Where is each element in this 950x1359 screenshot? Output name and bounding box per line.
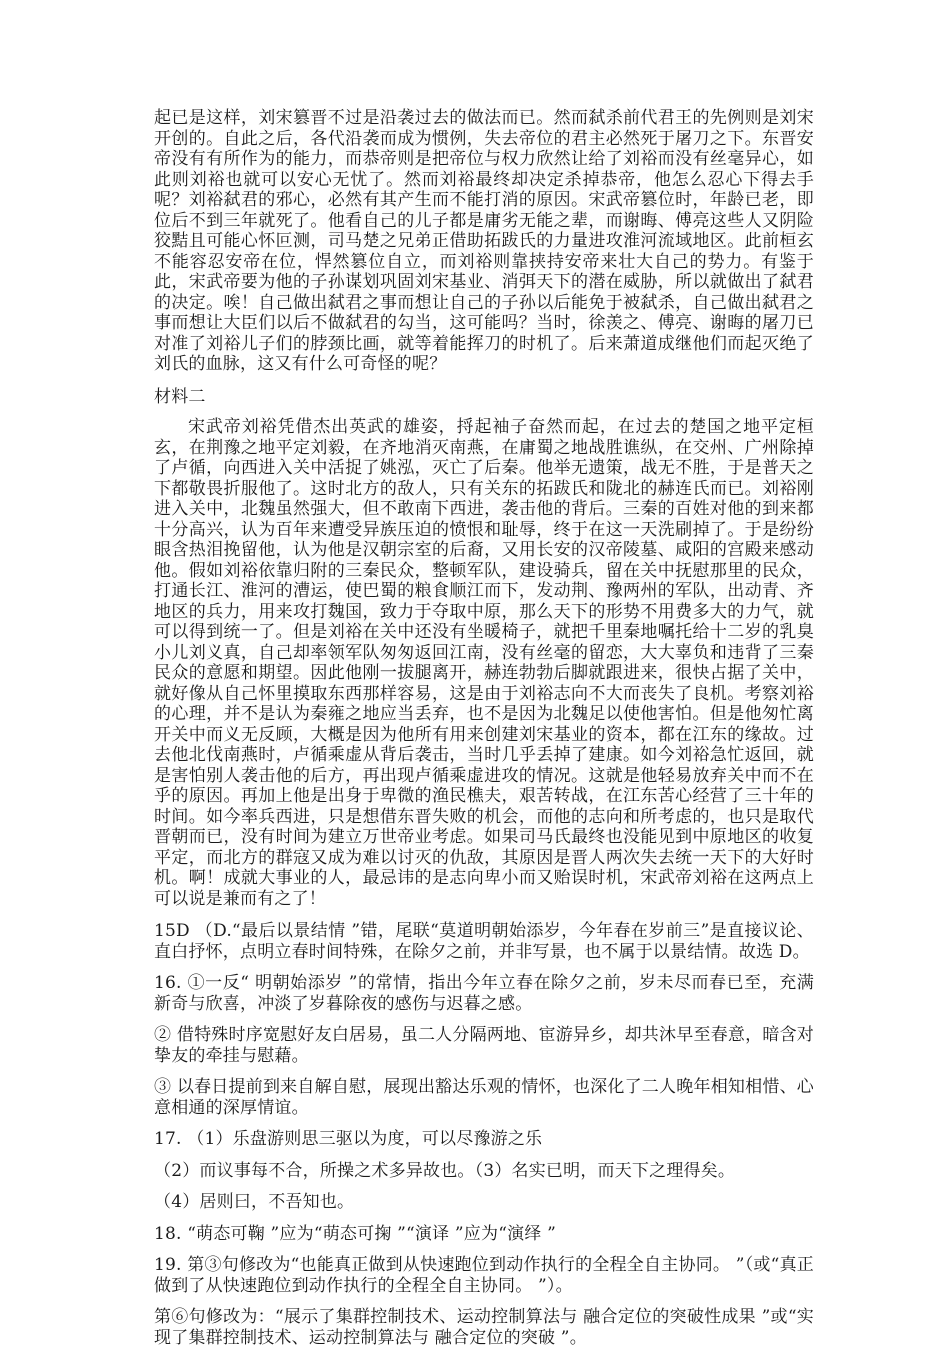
answer-16-3: ③ 以春日提前到来自解自慰，展现出豁达乐观的情怀，也深化了二人晚年相知相惜、心意相通的深厚情谊。	[154, 1077, 814, 1118]
answer-19-1: 19. 第③句修改为“也能真正做到从快速跑位到动作执行的全程全自主协同。 ”（或“真正做到了从快速跑位到动作执行的全程全自主协同。 ”）。	[154, 1255, 814, 1296]
answer-16-1: 16. ①一反“ 明朝始添岁 ”的常情，指出今年立春在除夕之前，岁未尽而春已至，充满新奇与欣喜，冲淡了岁暮除夜的感伤与迟暮之感。	[154, 973, 814, 1014]
answer-16-2: ② 借特殊时序宽慰好友白居易，虽二人分隔两地、宦游异乡，却共沐早至春意，暗含对挚友的牵挂与慰藉。	[154, 1025, 814, 1066]
answer-19-2: 第⑥句修改为：“展示了集群控制技术、运动控制算法与 融合定位的突破性成果 ”或“实现了集群控制技术、运动控制算法与 融合定位的突破 ”。	[154, 1307, 814, 1348]
material2-paragraph: 宋武帝刘裕凭借杰出英武的雄姿，捋起袖子奋然而起，在过去的楚国之地平定桓玄，在荆豫之地平定刘毅，在齐地消灭南燕，在庸蜀之地战胜谯纵，在交州、广州除掉了卢循，向西进入关中活捉了姚泓，灭亡了后秦。他举无遗策，战无不胜，于是普天之下都敬畏折服他了。这时北方的敌人，只有关东的拓跋氏和陇北的赫连氏而已。刘裕刚进入关中，北魏虽然强大，但不敢南下西进，袭击他的背后。三秦的百姓对他的到来都十分高兴，认为百年来遭受异族压迫的愤恨和耻辱，终于在这一天洗刷掉了。于是纷纷眼含热泪挽留他，认为他是汉朝宗室的后裔，又用长安的汉帝陵墓、咸阳的宫殿来感动他。假如刘裕依靠归附的三秦民众，整顿军队，建设骑兵，留在关中抚慰那里的民众，打通长江、淮河的漕运，使巴蜀的粮食顺江而下，发动荆、豫两州的军队，出动青、齐地区的兵力，用来攻打魏国，致力于夺取中原，那么天下的形势不用费多大的力气，就可以得到统一了。但是刘裕在关中还没有坐暖椅子，就把千里秦地嘱托给十二岁的乳臭小儿刘义真，自己却率领军队匆匆返回江南，没有丝毫的留恋，大大辜负和违背了三秦民众的意愿和期望。因此他刚一拔腿离开，赫连勃勃后脚就跟进来，很快占据了关中，就好像从自己怀里摸取东西那样容易，这是由于刘裕志向不大而丧失了良机。考察刘裕的心理，并不是认为秦雍之地应当丢弃，也不是因为北魏足以使他害怕。但是他匆忙离开关中而义无反顾，大概是因为他所有用来创建刘宋基业的资本，都在江东的缘故。过去他北伐南燕时，卢循乘虚从背后袭击，当时几乎丢掉了建康。如今刘裕急忙返回，就是害怕别人袭击他的后方，再出现卢循乘虚进攻的情况。这就是他轻易放弃关中而不在乎的原因。再加上他是出身于卑微的渔民樵夫，艰苦转战，在江东苦心经营了三十年的时间。如今率兵西进，只是想借东晋失败的机会，而他的志向和所考虑的，也只是取代晋朝而已，没有时间为建立万世帝业考虑。如果司马氏最终也没能见到中原地区的收复平定，而北方的群寇又成为难以讨灭的仇敌，其原因是晋人两次失去统一天下的大好时机。啊！成就大事业的人，最忌讳的是志向卑小而又贻误时机，宋武帝刘裕在这两点上可以说是兼而有之了！	[154, 417, 814, 909]
answer-17-1: 17. （1）乐盘游则思三驱以为度，可以尽豫游之乐	[154, 1129, 543, 1149]
answer-section	[154, 921, 814, 1348]
answer-17-3: （4）居则曰，不吾知也。	[154, 1192, 355, 1212]
material1-paragraph-end: 起已是这样，刘宋篡晋不过是沿袭过去的做法而已。然而弑杀前代君王的先例则是刘宋开创的。自此之后，各代沿袭而成为惯例，失去帝位的君主必然死于屠刀之下。东晋安帝没有有所作为的能力，而恭帝则是把帝位与权力欣然让给了刘裕而没有丝毫异心，如此则刘裕也就可以安心无忧了。然而刘裕最终却决定杀掉恭帝，他怎么忍心下得去手呢？刘裕弑君的邪心，必然有其产生而不能打消的原因。宋武帝篡位时，年龄已老，即位后不到三年就死了。他看自己的儿子都是庸劣无能之辈，而谢晦、傅亮这些人又阴险狡黠且可能心怀叵测，司马楚之兄弟正借助拓跋氏的力量进攻淮河流域地区。此前桓玄不能容忍安帝在位，悍然篡位自立，而刘裕则靠挟持安帝来壮大自己的势力。有鉴于此，宋武帝要为他的子孙谋划巩固刘宋基业、消弭天下的潜在威胁，所以就做出了弑君的决定。唉！自己做出弑君之事而想让自己的子孙以后能免于被弑杀，自己做出弑君之事而想让大臣们以后不做弑君的勾当，这可能吗？当时，徐羡之、傅亮、谢晦的屠刀已对准了刘裕儿子们的脖颈比画，就等着能挥刀的时机了。后来萧道成继他们而起灭绝了刘氏的血脉，这又有什么可奇怪的呢？	[154, 108, 814, 374]
material2-title: 材料二	[154, 386, 206, 407]
answer-18: 18. “萌态可鞠 ”应为“萌态可掬 ”“演译 ”应为“演绎 ”	[154, 1223, 556, 1244]
answer-17-2: （2）而议事每不合，所操之术多异故也。（3）名实已明，而天下之理得矣。	[154, 1160, 736, 1181]
answer-15: 15D （D.“最后以景结情 ”错，尾联“莫道明朝始添岁，今年春在岁前三”是直接议论、直白抒怀，点明立春时间特殊，在除夕之前，并非写景，也不属于以景结情。故选 D。	[154, 921, 814, 962]
document-page	[154, 108, 814, 1359]
